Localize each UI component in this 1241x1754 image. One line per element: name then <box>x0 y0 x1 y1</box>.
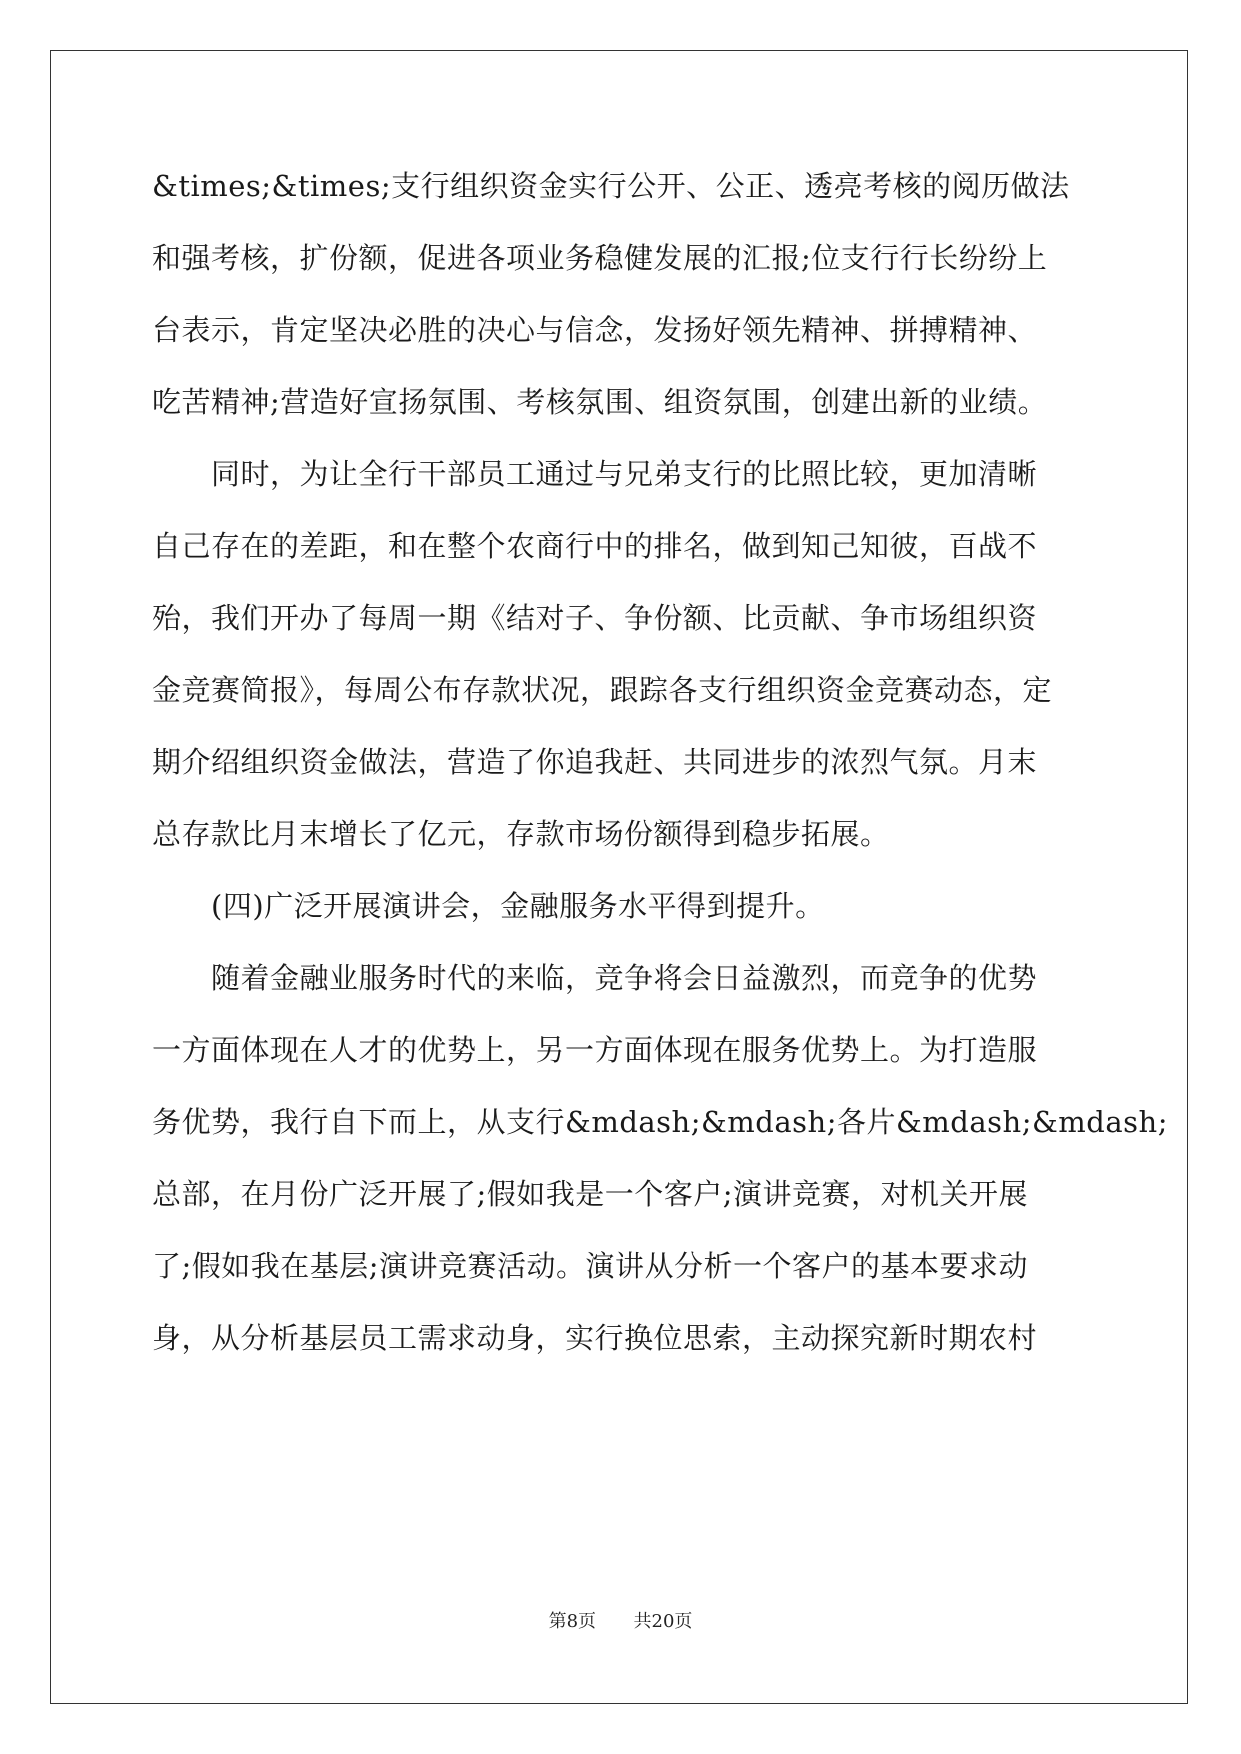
page-total: 共20页 <box>633 1611 693 1632</box>
section-heading: (四)广泛开展演讲会，金融服务水平得到提升。 <box>152 889 825 923</box>
text-line: 殆，我们开办了每周一期《结对子、争份额、比贡献、争市场组织资 <box>152 601 1038 635</box>
text-line: 同时，为让全行干部员工通过与兄弟支行的比照比较，更加清晰 <box>152 457 1038 491</box>
page-number: 第8页 <box>548 1611 597 1632</box>
page-border <box>50 50 1188 1704</box>
text-line: &times;&times;支行组织资金实行公开、公正、透亮考核的阅历做法 <box>152 169 1070 203</box>
text-line: 身，从分析基层员工需求动身，实行换位思索，主动探究新时期农村 <box>152 1321 1038 1355</box>
page-footer <box>0 1610 1241 1634</box>
text-line: 总存款比月末增长了亿元，存款市场份额得到稳步拓展。 <box>152 817 890 851</box>
text-line: 务优势，我行自下而上，从支行&mdash;&mdash;各片&mdash;&mdash; <box>152 1105 1168 1139</box>
text-line: 一方面体现在人才的优势上，另一方面体现在服务优势上。为打造服 <box>152 1033 1038 1067</box>
text-line: 总部，在月份广泛开展了;假如我是一个客户;演讲竞赛，对机关开展 <box>152 1177 1029 1211</box>
text-line: 和强考核，扩份额，促进各项业务稳健发展的汇报;位支行行长纷纷上 <box>152 241 1048 275</box>
text-line: 金竞赛简报》，每周公布存款状况，跟踪各支行组织资金竞赛动态，定 <box>152 673 1053 707</box>
text-line: 随着金融业服务时代的来临，竞争将会日益激烈，而竞争的优势 <box>152 961 1038 995</box>
text-line: 期介绍组织资金做法，营造了你追我赶、共同进步的浓烈气氛。月末 <box>152 745 1038 779</box>
text-line: 自己存在的差距，和在整个农商行中的排名，做到知己知彼，百战不 <box>152 529 1038 563</box>
text-line: 了;假如我在基层;演讲竞赛活动。演讲从分析一个客户的基本要求动 <box>152 1249 1029 1283</box>
text-line: 台表示，肯定坚决必胜的决心与信念，发扬好领先精神、拼搏精神、 <box>152 313 1038 347</box>
text-line: 吃苦精神;营造好宣扬氛围、考核氛围、组资氛围，创建出新的业绩。 <box>152 385 1048 419</box>
